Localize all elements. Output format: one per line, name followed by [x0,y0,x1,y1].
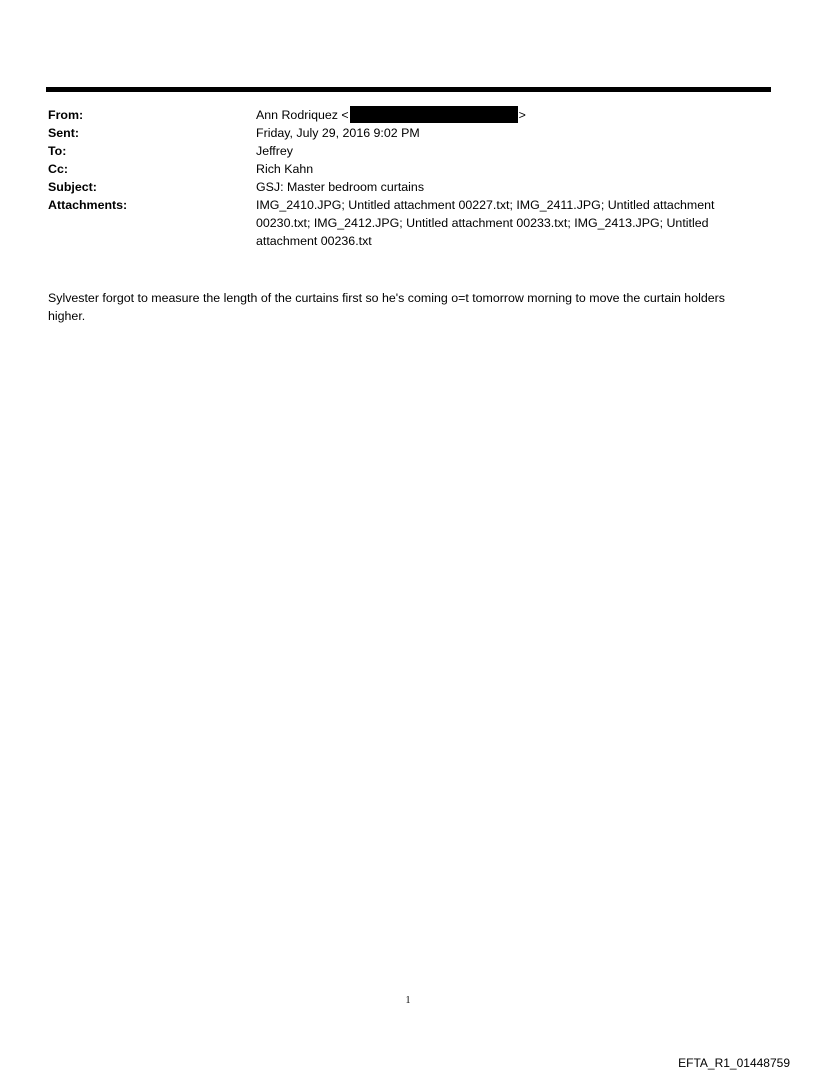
cc-label: Cc: [48,162,68,176]
sent-value: Friday, July 29, 2016 9:02 PM [256,126,420,140]
page-number: 1 [405,995,411,1006]
from-value [256,106,768,124]
subject-label: Subject: [48,180,97,194]
cc-row [48,160,768,178]
header-divider-rule [46,87,771,92]
redaction-box [350,106,518,123]
from-row [48,106,768,124]
subject-value: GSJ: Master bedroom curtains [256,180,425,194]
document-id: EFTA_R1_01448759 [678,1056,790,1070]
cc-value: Rich Kahn [256,162,314,176]
from-name-suffix: > [518,108,526,122]
to-value: Jeffrey [256,144,293,158]
to-label: To: [48,144,67,158]
to-row [48,142,768,160]
attachments-row [48,196,768,250]
from-label: From: [48,108,84,122]
attachments-value: IMG_2410.JPG; Untitled attachment 00227.txt; IMG_2411.JPG; Untitled attachment 00230.txt; IMG_2412.JPG; Untitled attachment 00233.txt; IMG_2413.JPG; Untitled attachment 00236.txt [256,198,715,248]
from-name: Ann Rodriquez < [256,108,349,122]
attachments-label: Attachments: [48,198,128,212]
email-header [48,106,768,250]
subject-row [48,178,768,196]
sent-label: Sent: [48,126,79,140]
email-body: Sylvester forgot to measure the length of the curtains first so he's coming o=t tomorrow morning to move the curtain holders higher. [48,291,725,323]
sent-row [48,124,768,142]
